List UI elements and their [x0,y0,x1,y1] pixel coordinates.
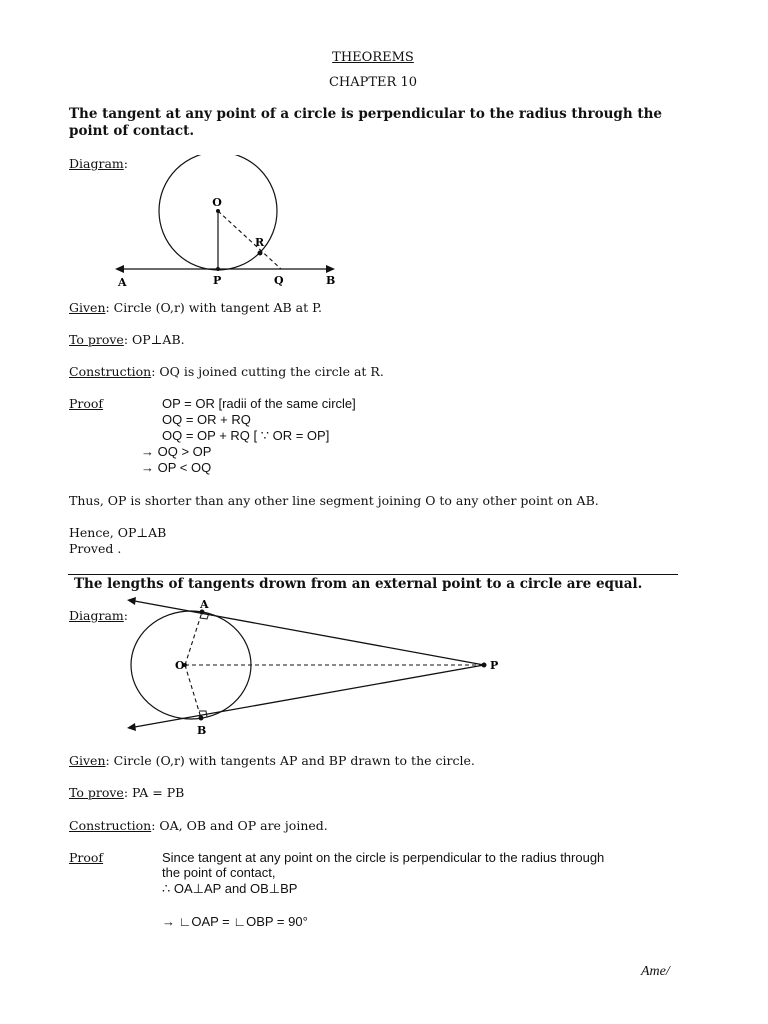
theorem-2-statement: The lengths of tangents drown from an external point to a circle are equal. [74,576,643,592]
given-text: : Circle (O,r) with tangent AB at P. [105,300,322,315]
label-p: P [213,274,222,287]
theorem-1-proof-line: OQ = OP + RQ [ ∵ OR = OP] [162,428,330,443]
given-label: Given [69,753,106,768]
arrow-head-lower [127,723,136,731]
theorem-2-construction [69,818,328,833]
chapter-heading: CHAPTER 10 [328,75,418,90]
label-b: B [197,724,207,737]
construction-text: : OQ is joined cutting the circle at R. [151,364,384,379]
given-text: : Circle (O,r) with tangents AP and BP drawn to the circle. [105,753,475,768]
point-r [258,251,263,256]
to-prove-label: To prove [69,785,124,800]
author-signature: Ame/ [641,964,670,979]
diagram-label: Diagram [69,608,124,623]
theorem-2-to-prove [69,785,184,800]
to-prove-text: : PA = PB [123,785,185,800]
tangent-pa [129,600,484,665]
theorem-1-thus: Thus, OP is shorter than any other line segment joining O to any other point on AB. [69,493,599,508]
theorem-1-hence: Hence, OP⊥AB [69,525,167,540]
theorem-1-diagram [105,155,350,290]
radius-ob [185,665,201,718]
label-a: A [200,598,209,611]
tangent-pb [129,665,484,728]
theorem-1-to-prove [69,332,185,347]
theorem-1-proof-line: OQ = OR + RQ [162,412,251,427]
label-q: Q [274,274,284,287]
theorem-2-proof-line: Since tangent at any point on the circle is perpendicular to the radius through [162,850,605,865]
construction-label: Construction [69,364,152,379]
given-label: Given [69,300,106,315]
label-b: B [326,274,336,287]
theorem-1-proved: Proved . [69,541,122,556]
theorem-1-diagram-heading: Diagram: [69,156,128,171]
theorem-1-proof-line: OP = OR [radii of the same circle] [162,396,356,411]
diagram-label: Diagram [69,156,124,171]
theorem-1-implication: → OQ > OP [141,444,212,459]
page-title: THEOREMS [332,50,414,65]
theorem-2-proof-line: ∴ OA⊥AP and OB⊥BP [162,881,298,896]
label-p: P [490,659,499,672]
point-p [482,663,487,668]
theorem-2-proof-label: Proof [69,850,104,865]
arrow-head-left [115,265,124,273]
circle [131,611,251,719]
arrow-head-upper [127,597,136,605]
label-o: O [175,659,185,672]
theorem-2-given [69,753,475,768]
theorem-1-statement: The tangent at any point of a circle is perpendicular to the radius through the point of contact. [69,106,663,139]
to-prove-text: : OP⊥AB. [123,332,185,347]
label-a: A [118,276,127,289]
theorem-2-proof-line: → ∟OAP = ∟OBP = 90° [162,914,308,929]
theorem-1-proof-label: Proof [69,396,104,411]
construction-text: : OA, OB and OP are joined. [151,818,328,833]
section-divider [68,574,678,575]
arrow-head-right [326,265,335,273]
point-o [216,209,220,213]
point-p [216,267,220,271]
theorem-1-implication: → OP < OQ [141,460,212,475]
label-r: R [255,236,265,249]
theorem-1-construction [69,364,384,379]
to-prove-label: To prove [69,332,124,347]
theorem-1-given [69,300,322,315]
theorem-2-diagram [115,594,510,740]
theorem-2-proof-line: the point of contact, [162,865,276,880]
theorem-2-diagram-heading: Diagram: [69,608,128,623]
label-o: O [212,196,222,209]
construction-label: Construction [69,818,152,833]
point-b [199,716,204,721]
radius-oa [185,612,202,665]
